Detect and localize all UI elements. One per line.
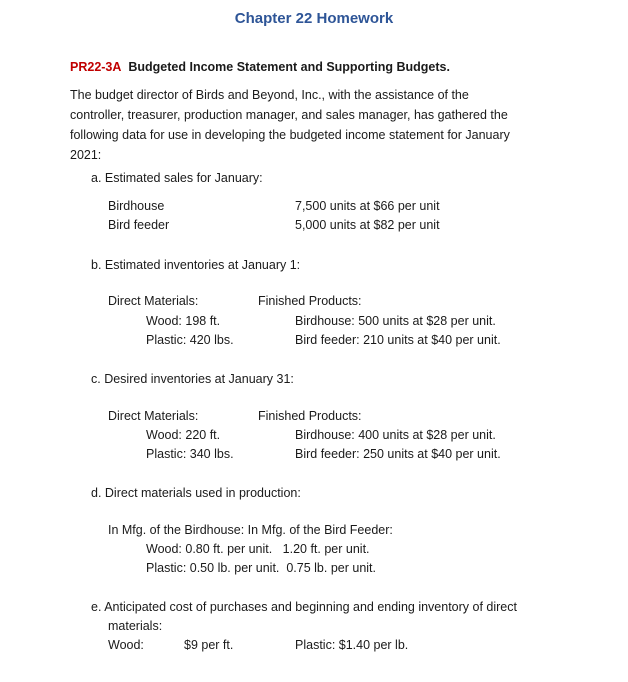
direct-materials-header: Direct Materials: <box>108 294 199 308</box>
intro-line: controller, treasurer, production manager, and sales manager, has gathered the <box>70 108 508 122</box>
section-d-label: d. Direct materials used in production: <box>91 486 301 500</box>
intro-paragraph <box>70 85 550 165</box>
direct-materials-header: Direct Materials: <box>108 409 199 423</box>
fp-item: Bird feeder: 250 units at $40 per unit. <box>295 447 501 461</box>
intro-line: The budget director of Birds and Beyond, Inc., with the assistance of the <box>70 88 469 102</box>
fp-item: Birdhouse: 500 units at $28 per unit. <box>295 314 496 328</box>
problem-code: PR22-3A <box>70 60 122 74</box>
section-c-label: c. Desired inventories at January 31: <box>91 372 294 386</box>
usage-row: Wood: 0.80 ft. per unit. 1.20 ft. per unit. <box>146 542 370 556</box>
section-a-label: a. Estimated sales for January: <box>91 171 263 185</box>
problem-heading <box>70 59 450 75</box>
dm-item: Wood: 198 ft. <box>146 314 221 328</box>
usage-header: In Mfg. of the Birdhouse: In Mfg. of the Bird Feeder: <box>108 523 393 537</box>
section-e-label: e. Anticipated cost of purchases and beginning and ending inventory of direct <box>91 600 517 614</box>
sales-product: Birdhouse <box>108 199 165 213</box>
page-title: Chapter 22 Homework <box>234 10 394 27</box>
dm-item: Wood: 220 ft. <box>146 428 221 442</box>
wood-cost-value: $9 per ft. <box>184 638 234 652</box>
finished-products-header: Finished Products: <box>258 409 362 423</box>
section-e-label-cont: materials: <box>108 619 163 633</box>
problem-title: Budgeted Income Statement and Supporting Budgets. <box>128 60 450 74</box>
intro-line: following data for use in developing the budgeted income statement for January <box>70 128 510 142</box>
usage-row: Plastic: 0.50 lb. per unit. 0.75 lb. per unit. <box>146 561 376 575</box>
sales-detail: 7,500 units at $66 per unit <box>295 199 440 213</box>
fp-item: Birdhouse: 400 units at $28 per unit. <box>295 428 496 442</box>
sales-detail: 5,000 units at $82 per unit <box>295 218 440 232</box>
intro-line: 2021: <box>70 148 102 162</box>
dm-item: Plastic: 340 lbs. <box>146 447 234 461</box>
finished-products-header: Finished Products: <box>258 294 362 308</box>
sales-product: Bird feeder <box>108 218 170 232</box>
wood-cost-label: Wood: <box>108 638 144 652</box>
fp-item: Bird feeder: 210 units at $40 per unit. <box>295 333 501 347</box>
plastic-cost: Plastic: $1.40 per lb. <box>295 638 409 652</box>
section-b-label: b. Estimated inventories at January 1: <box>91 258 301 272</box>
dm-item: Plastic: 420 lbs. <box>146 333 234 347</box>
